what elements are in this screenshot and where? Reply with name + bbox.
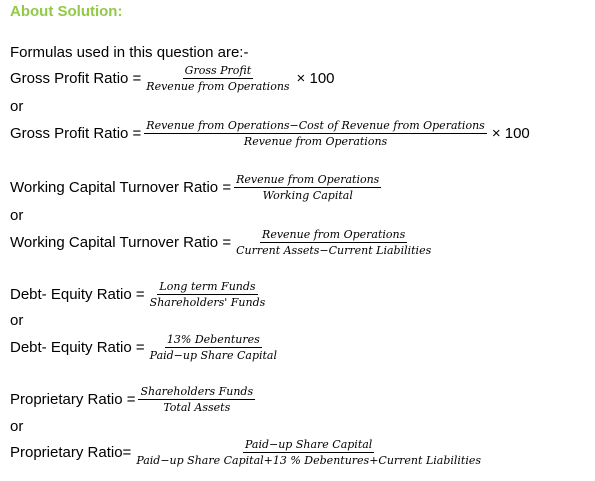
fraction (148, 279, 268, 310)
multiplier: × 100 (296, 70, 335, 87)
formula-lhs: Debt- Equity Ratio = (10, 286, 145, 303)
numerator: Long term Funds (159, 280, 256, 293)
numerator: Gross Profit (184, 64, 252, 77)
formula-proprietary-2 (10, 437, 486, 468)
formula-working-capital-1 (10, 172, 384, 203)
formula-lhs: Gross Profit Ratio = (10, 70, 142, 87)
or-text: or (10, 98, 24, 115)
numerator: Shareholders Funds (140, 385, 254, 398)
fraction (134, 437, 483, 468)
numerator: Paid−up Share Capital (244, 438, 373, 451)
formula-debt-equity-2 (10, 332, 282, 363)
numerator: Revenue from Operations (262, 228, 406, 241)
or-text: or (10, 312, 24, 329)
fraction (148, 332, 279, 363)
fraction (234, 172, 381, 203)
denominator: Revenue from Operations (146, 80, 290, 93)
denominator: Shareholders' Funds (149, 296, 266, 309)
formula-working-capital-2 (10, 227, 436, 258)
multiplier: × 100 (491, 125, 530, 142)
section-heading: About Solution: (10, 3, 123, 20)
denominator: Revenue from Operations (243, 135, 388, 148)
formula-lhs: Working Capital Turnover Ratio = (10, 179, 232, 196)
fraction (138, 384, 255, 415)
numerator: Revenue from Operations (236, 173, 380, 186)
formula-proprietary-1 (10, 384, 258, 415)
or-text: or (10, 207, 24, 224)
fraction (144, 118, 487, 149)
numerator: Revenue from Operations−Cost of Revenue from Operations (146, 119, 485, 132)
denominator: Working Capital (262, 189, 353, 202)
formula-lhs: Gross Profit Ratio = (10, 125, 142, 142)
fraction (234, 227, 433, 258)
denominator: Paid−up Share Capital (149, 349, 277, 362)
denominator: Current Assets−Current Liabilities (236, 244, 432, 257)
intro-text: Formulas used in this question are:- (10, 44, 249, 61)
or-text: or (10, 418, 24, 435)
fraction (144, 63, 291, 94)
formula-lhs: Working Capital Turnover Ratio = (10, 234, 232, 251)
formula-gross-profit-2 (10, 118, 530, 149)
formula-gross-profit-1 (10, 63, 335, 94)
denominator: Paid−up Share Capital+13 % Debentures+Current Liabilities (136, 454, 482, 467)
formula-lhs: Proprietary Ratio = (10, 391, 136, 408)
numerator: 13% Debentures (166, 333, 260, 346)
formula-lhs: Debt- Equity Ratio = (10, 339, 145, 356)
formula-lhs: Proprietary Ratio= (10, 444, 132, 461)
formula-debt-equity-1 (10, 279, 270, 310)
denominator: Total Assets (163, 401, 231, 414)
